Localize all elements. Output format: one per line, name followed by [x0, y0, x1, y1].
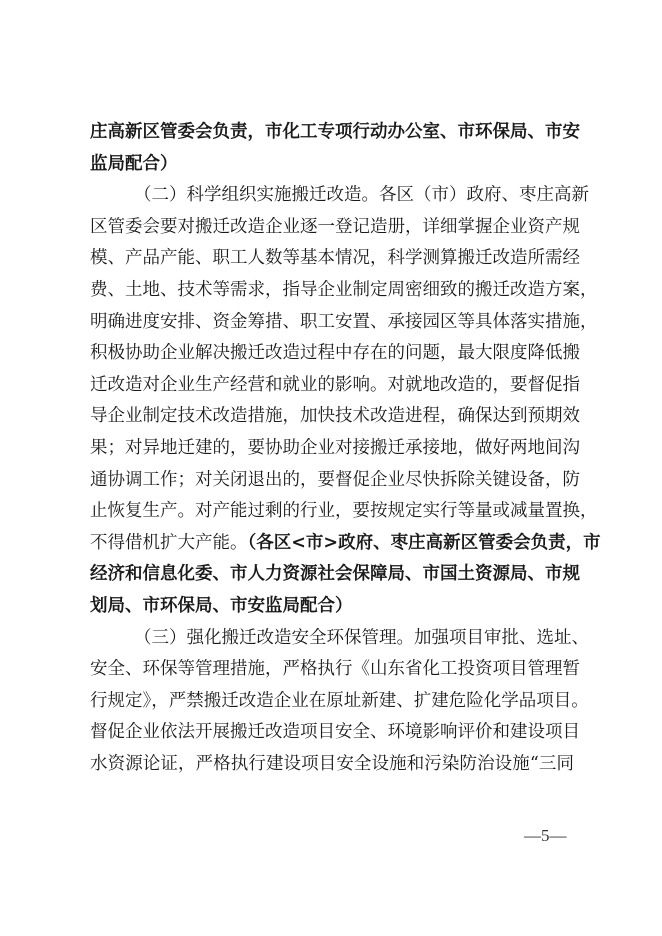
text-line: 模、产品产能、职工人数等基本情况，科学测算搬迁改造所需经 [90, 248, 580, 269]
page-number: —5— [524, 826, 567, 845]
text-line: 费、土地、技术等需求，指导企业制定周密细致的搬迁改造方案， [90, 279, 598, 300]
text-line: 水资源论证，严格执行建设项目安全设施和污染防治设施“三同 [90, 753, 574, 774]
text-line: 迁改造对企业生产经营和就业的影响。对就地改造的，要督促指 [90, 374, 580, 395]
text-line: 安全、环保等管理措施，严格执行《山东省化工投资项目管理暂 [90, 659, 580, 680]
text-line: 经济和信息化委、市人力资源社会保障局、市国土资源局、市规 [90, 564, 580, 585]
text-line: 通协调工作；对关闭退出的，要督促企业尽快拆除关键设备，防 [90, 469, 580, 490]
text-line-mixed [90, 528, 601, 560]
text-line: 行规定》，严禁搬迁改造企业在原址新建、扩建危险化学品项目。 [90, 690, 589, 711]
text-line: 督促企业依法开展搬迁改造项目安全、环境影响评价和建设项目 [90, 722, 580, 743]
body-text [90, 117, 601, 780]
text-line: 明确进度安排、资金筹措、职工安置、承接园区等具体落实措施， [90, 311, 598, 332]
text-line: 庄高新区管委会负责，市化工专项行动办公室、市环保局、市安 [90, 122, 580, 142]
responsibility-note: （各区<市>政府、枣庄高新区管委会负责，市 [247, 532, 601, 553]
text-line: 果；对异地迁建的，要协助企业对接搬迁承接地，做好两地间沟 [90, 437, 580, 458]
text-line: 止恢复生产。对产能过剩的行业，要按规定实行等量或减量置换， [90, 501, 598, 522]
text-line: 导企业制定技术改造措施，加快技术改造进程，确保达到预期效 [90, 406, 580, 427]
text-line: 区管委会要对搬迁改造企业逐一登记造册，详细掌握企业资产规 [90, 216, 580, 237]
text-line: 监局配合） [90, 153, 178, 174]
text-line: 划局、市环保局、市安监局配合） [90, 595, 353, 616]
text-segment: 不得借机扩大产能。 [90, 532, 248, 553]
text-line: 积极协助企业解决搬迁改造过程中存在的问题，最大限度降低搬 [90, 343, 580, 364]
section-heading-line: （三）强化搬迁改造安全环保管理。加强项目审批、选址、 [134, 627, 589, 648]
section-heading-line: （二）科学组织实施搬迁改造。各区（市）政府、枣庄高新 [134, 185, 589, 206]
